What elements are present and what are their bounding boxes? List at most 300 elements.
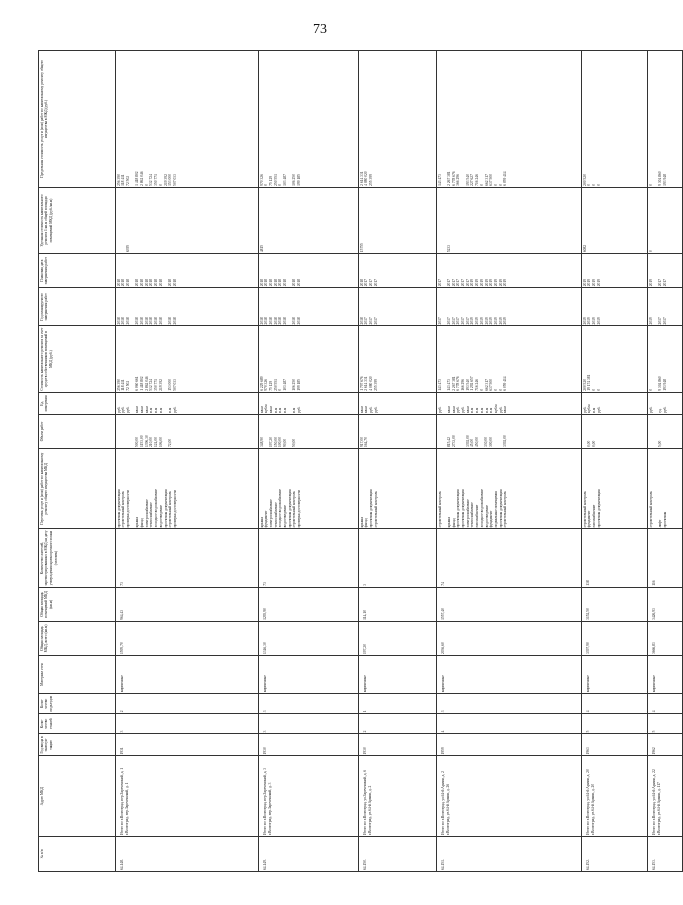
cell-line-max-cost: 193 540 (465, 174, 470, 186)
cell-line-volume (374, 416, 379, 447)
cell-floors: 5 (652, 730, 656, 733)
cell-line-works: электроснабжение (144, 499, 149, 528)
cell-line-unit: п.м (278, 407, 283, 413)
cell-line-volume: 500,00 (135, 437, 140, 448)
cell-line-cost: 2 267 381 (451, 376, 456, 391)
cell-line-date-end: 2018 (297, 279, 302, 287)
cell-line-year-end: 2018 (144, 317, 149, 325)
table-cell (648, 836, 683, 871)
cell-line-works: строительный контроль (373, 491, 378, 528)
table-cell (582, 187, 648, 253)
cell-line-works: фундамент (264, 510, 269, 528)
address-line: г.Волгоград, ул.64-й Армии, д. 117 (656, 782, 661, 835)
cell-line-date-end: 2017 (368, 279, 373, 287)
cell-line-max-cost: 0 (144, 184, 149, 186)
column-header: Плановая дата завершения работ (39, 254, 116, 288)
table-cell (259, 449, 359, 529)
cell-line-unit: п.м (158, 407, 163, 413)
cell-line-max-cost: 106 250 (292, 174, 297, 186)
row-number: 64.149. (263, 859, 267, 870)
row-number: 64.151. (441, 859, 445, 870)
cell-line-works: проектная документация (163, 489, 168, 528)
cell-line-year-end: 2019 (596, 317, 601, 325)
table-cell (116, 529, 259, 587)
cell-line-date-end: 2018 (292, 279, 297, 287)
cell-line-year-end: 2018 (168, 317, 173, 325)
cell-line-volume: 2733,00 (451, 435, 456, 448)
cell-line-date-end: 2018 (140, 279, 144, 287)
cell-line-year-end: 2019 (648, 317, 653, 325)
cell-line-cost: 6 229 689 (259, 376, 264, 391)
cell-area-total: 1346,30 (263, 642, 267, 654)
table-row (582, 51, 648, 872)
table-cell (648, 587, 683, 621)
cell-line-volume: 90,00 (283, 438, 287, 448)
cell-line-unit: кв.м (446, 406, 451, 413)
column-header: Материал стен (39, 656, 116, 694)
cell-line-volume: 72,00 (168, 438, 173, 448)
cell-line-works: теплоснабжение (470, 502, 475, 528)
cell-line-unit: п.м (475, 407, 480, 413)
cell-line-works: фасад (451, 518, 456, 528)
cell-line-max-cost: 0 (479, 184, 484, 186)
cell-line-volume: 45,00 (470, 438, 475, 448)
cell-line-volume: 210,00 (149, 437, 154, 448)
cell-line-year-end: 2017 (456, 317, 461, 325)
column-header: Предельная стоимость услуг и (или) работ по капитальному ремонту общего имущества в МКД (руб.) (39, 51, 116, 188)
cell-line-cost: 1 797 676 (359, 376, 364, 391)
cell-year: 1963 (586, 747, 590, 755)
cell-line-date-end: 2019 (479, 279, 484, 287)
table-cell (116, 414, 259, 448)
table-cell (648, 449, 683, 529)
cell-line-works: проектная (662, 511, 667, 528)
cell-line-works: крыша (446, 517, 451, 528)
cell-material: кирпичные (363, 675, 367, 693)
cell-line-cost: 2 862 046 (144, 376, 149, 391)
column-header: Год ввода в эксплуа-тацию (39, 734, 116, 756)
cell-line-max-cost: 366 296 (456, 174, 461, 186)
cell-line-cost: 193 540 (465, 379, 470, 391)
cell-line-max-cost: 103 487 (283, 174, 288, 186)
cell-line-year-end: 2017 (364, 317, 369, 325)
cell-line-unit: кв.м (259, 406, 264, 413)
cell-line-year-end: 2017 (461, 317, 465, 325)
cell-entrances: 1 (363, 710, 367, 713)
cell-line-works: проектная документация (498, 489, 503, 528)
table-cell (359, 836, 437, 871)
cell-line-volume: 0,00 (587, 440, 592, 448)
cell-line-cost: 1 418 802 (140, 376, 144, 391)
cell-line-unit: руб. (456, 406, 461, 413)
cell-line-unit: руб. (297, 406, 302, 413)
cell-line-volume: 917,00 (359, 437, 364, 448)
table-cell (648, 694, 683, 714)
cell-line-year-end: 2017 (373, 317, 378, 325)
cell-residents: 3 (363, 583, 367, 586)
table-cell (437, 254, 582, 288)
cell-line-unit-cost (503, 189, 508, 252)
cell-line-unit-cost: 4815 (259, 244, 264, 253)
table-cell (648, 288, 683, 326)
cell-line-unit: руб. (373, 406, 378, 413)
cell-line-unit: п.м (168, 407, 173, 413)
cell-line-unit-cost (297, 189, 302, 252)
cell-line-volume: 0,00 (591, 440, 596, 448)
table-cell (582, 51, 648, 188)
cell-line-date-end: 2018 (135, 279, 140, 287)
table-cell (437, 734, 582, 756)
cell-line-year-end: 2018 (172, 317, 177, 325)
cell-line-date-end: 2018 (116, 279, 121, 287)
table-cell (437, 587, 582, 621)
row-number: 64.150. (363, 859, 367, 870)
cell-year: 1930 (363, 747, 367, 755)
cell-line-date-end: 2019 (489, 279, 494, 287)
cell-line-date-end: 2018 (259, 279, 264, 287)
table-cell (648, 187, 683, 253)
page-number: 73 (313, 22, 327, 37)
address-line: Итого по г.Волгоград, ул.Зареченский, д. 6 (363, 769, 367, 835)
cell-line-date-end: 2017 (446, 279, 451, 287)
cell-line-works: лифт (657, 519, 662, 528)
cell-line-year-end: 2017 (446, 317, 451, 325)
cell-line-works: строительный контроль (582, 491, 587, 528)
column-header: Коли-чество подъездов (39, 694, 116, 714)
table-cell (437, 836, 582, 871)
cell-line-date-end: 2019 (493, 279, 498, 287)
cell-line-year-end: 2018 (259, 317, 264, 325)
cell-line-volume: 5,00 (657, 440, 662, 448)
cell-line-max-cost: 0 (278, 184, 283, 186)
cell-residents: 73 (263, 582, 267, 586)
cell-line-works: фасад (364, 518, 369, 528)
address-line: г.Волгоград, пер.Зареченский, д. 3 (267, 782, 272, 835)
address-line: Итого по г.Волгоград, пер.Зареченский, д. 1 (120, 768, 124, 835)
cell-line-year-end: 2018 (116, 317, 121, 325)
cell-line-date-end: 2018 (144, 279, 149, 287)
table-cell (437, 326, 582, 392)
cell-line-date-end: 2019 (498, 279, 503, 287)
cell-line-year-end: 2018 (149, 317, 154, 325)
table-cell (582, 714, 648, 734)
cell-line-cost: 507 033 (172, 379, 177, 391)
cell-line-works: крыша (135, 517, 140, 528)
cell-line-date-end: 2019 (591, 279, 596, 287)
cell-line-unit: кв.м (465, 406, 470, 413)
cell-line-cost: 193 948 (662, 379, 667, 391)
cell-line-works: газоснабжение (475, 504, 480, 528)
address-line: Итого по г.Волгоград, ул.64-й Армии, д. 22 (652, 769, 656, 835)
cell-line-year-end: 2018 (135, 317, 140, 325)
table-cell (648, 734, 683, 756)
cell-line-max-cost: 143 473 (437, 174, 442, 186)
cell-line-cost: 9 304 860 (657, 376, 662, 391)
cell-floors: 4 (441, 730, 445, 733)
cell-line-max-cost: 532 724 (149, 174, 154, 186)
row-number: 64.152. (586, 859, 590, 870)
cell-line-max-cost (374, 52, 379, 186)
table-cell (648, 714, 683, 734)
column-header: Перечень услуг и (или) работ по капитальному ремонту общего имущества МКД (39, 449, 116, 529)
cell-line-works: водоотведение (158, 505, 163, 528)
cell-line-date-end: 2018 (158, 279, 163, 287)
table-row (437, 51, 582, 872)
cell-line-max-cost: 2 267 381 (446, 171, 451, 186)
cell-line-max-cost: 0 (591, 184, 596, 186)
table-cell (259, 326, 359, 392)
table-cell (259, 414, 359, 448)
cell-line-volume: 300,00 (489, 437, 494, 448)
cell-line-year-end: 2018 (278, 317, 283, 325)
table-cell (648, 414, 683, 448)
cell-line-max-cost: 716 246 (475, 174, 480, 186)
cell-line-volume: 106,00 (158, 437, 163, 448)
cell-line-cost: 532 724 (149, 379, 154, 391)
cell-line-year-end: 2019 (475, 317, 480, 325)
cell-material: кирпичные (263, 675, 267, 693)
table-cell (116, 392, 259, 414)
table-cell (259, 836, 359, 871)
cell-line-works: фундамент (489, 510, 494, 528)
cell-line-unit: п.м (479, 407, 484, 413)
table-cell (648, 254, 683, 288)
cell-line-cost: 0 (278, 388, 283, 391)
table-cell (359, 392, 437, 414)
cell-line-max-cost: 9 304 860 (657, 171, 662, 186)
row-number: 64.153. (652, 859, 656, 870)
cell-line-works: строительный контроль (437, 491, 442, 528)
table-cell (116, 51, 259, 188)
cell-line-max-cost: 153 000 (168, 174, 173, 186)
table-cell (259, 694, 359, 714)
table-cell (116, 326, 259, 392)
cell-line-volume: 100,00 (278, 437, 283, 448)
table-cell (648, 326, 683, 392)
cell-line-date-end: 2019 (475, 279, 480, 287)
cell-line-volume: 348,90 (259, 437, 264, 448)
cell-line-cost: 103 487 (283, 379, 288, 391)
cell-line-volume (663, 416, 668, 447)
cell-line-cost: 153 000 (168, 379, 173, 391)
cell-line-unit: руб. (596, 406, 601, 413)
cell-line-cost: 716 246 (475, 379, 480, 391)
cell-line-volume: 3392,00 (503, 435, 508, 448)
cell-line-max-cost: 6 059 414 (503, 171, 508, 186)
table-cell (582, 254, 648, 288)
cell-line-unit-cost (374, 189, 379, 252)
table-cell (582, 734, 648, 756)
cell-line-year-end: 2018 (292, 317, 297, 325)
table-cell (648, 392, 683, 414)
table-cell (259, 621, 359, 655)
table-cell (437, 449, 582, 529)
cell-line-year-end: 2018 (125, 317, 130, 325)
cell-line-volume: 1153,00 (139, 435, 144, 448)
address-line: г.Волгоград, ул.64-й Армии, д. 20 (590, 783, 595, 835)
cell-line-unit: п.м (283, 407, 288, 413)
cell-line-works: проектная документация (116, 489, 121, 528)
cell-line-year-end: 2019 (591, 317, 596, 325)
table-row (359, 51, 437, 872)
cell-line-date-end: 2019 (503, 279, 508, 287)
cell-line-date-end: 2019 (484, 279, 489, 287)
column-header: Стоимость капитального ремонта за счет средств собственников помещений в МКД (руб.) (39, 326, 116, 392)
cell-line-works: проектная документация (461, 489, 465, 528)
cell-line-date-end: 2019 (470, 279, 475, 287)
cell-line-works: крыша (259, 517, 264, 528)
cell-line-works: холодное водоснабжение (154, 489, 159, 528)
cell-line-year-end: 2019 (582, 317, 587, 325)
table-header-row (39, 51, 116, 872)
cell-line-cost: 970 326 (264, 379, 269, 391)
cell-line-volume: 330,00 (484, 437, 489, 448)
table-cell (582, 529, 648, 587)
cell-line-unit: п.м (470, 407, 475, 413)
table-cell (437, 529, 582, 587)
table-cell (359, 587, 437, 621)
column-header: Количество жителей, зарегистрированных в МКД на дату утверждения краткосрочного плана (человек) (39, 529, 116, 587)
table-cell (259, 656, 359, 694)
table-cell (259, 587, 359, 621)
cell-line-unit-cost (663, 189, 668, 252)
cell-line-cost: 0 (479, 388, 484, 391)
cell-line-unit: руб. (437, 406, 442, 413)
table-cell (582, 656, 648, 694)
cell-line-date-end: 2018 (278, 279, 283, 287)
table-cell (359, 449, 437, 529)
cell-line-year-end: 2018 (158, 317, 163, 325)
cell-line-unit: руб. (116, 406, 121, 413)
cell-year: 1930 (263, 747, 267, 755)
cell-line-unit: п.м (484, 407, 489, 413)
cell-line-date-end: 2018 (121, 279, 126, 287)
cell-line-year-end: 2018 (283, 317, 288, 325)
column-header: Общая площадь МКД, всего (кв.м) (39, 621, 116, 655)
cell-entrances: 4 (586, 710, 590, 713)
table-cell (582, 836, 648, 871)
cell-line-works: проектная документация (456, 489, 461, 528)
cell-line-volume: 450,00 (475, 437, 480, 448)
cell-line-works: проверка достоверности (297, 490, 302, 528)
cell-line-date-end: 2018 (359, 279, 364, 287)
column-header: Адрес МКД (39, 756, 116, 836)
cell-residents: 138 (586, 580, 590, 586)
table-cell (116, 449, 259, 529)
cell-residents: 116 (652, 580, 656, 586)
cell-line-cost: 0 (648, 388, 653, 391)
cell-line-cost: 1 292 657 (470, 376, 475, 391)
cell-floors: 3 (120, 730, 124, 733)
cell-line-date-end: 2017 (451, 279, 456, 287)
cell-line-year-end: 2019 (498, 317, 503, 325)
cell-line-works: строительный контроль (168, 491, 173, 528)
cell-line-volume: 197,20 (268, 437, 273, 448)
cell-line-volume: 815,42 (446, 437, 451, 448)
cell-line-max-cost: 0 (587, 184, 592, 186)
cell-line-unit-cost (597, 189, 602, 252)
table-cell (437, 392, 582, 414)
cell-line-works: фасад (140, 518, 144, 528)
cell-line-unit: руб. (648, 406, 653, 413)
cell-area-premises: 114,10 (363, 610, 367, 620)
table-cell (648, 756, 683, 836)
table-cell (259, 187, 359, 253)
table-cell (582, 694, 648, 714)
cell-line-year-end: 2019 (484, 317, 489, 325)
cell-line-year-end: 2018 (154, 317, 159, 325)
table-cell (359, 656, 437, 694)
cell-line-cost: 6 778 676 (456, 376, 461, 391)
table-cell (116, 756, 259, 836)
cell-line-works: электроснабжение (268, 499, 273, 528)
table-cell (116, 288, 259, 326)
cell-line-unit: кв.м (364, 406, 369, 413)
cell-material: кирпичные (652, 675, 656, 693)
cell-line-year-end: 2017 (662, 317, 667, 325)
cell-line-works: проектная документация (368, 489, 373, 528)
table-cell (648, 656, 683, 694)
cell-line-unit-cost (173, 189, 178, 252)
cell-line-cost: 0 (591, 388, 596, 391)
cell-line-works: фундамент (587, 510, 592, 528)
cell-line-cost: 72 502 (125, 380, 130, 391)
cell-material: кирпичные (120, 675, 124, 693)
cell-year: 1931 (120, 747, 124, 755)
table-cell (437, 288, 582, 326)
table-cell (259, 714, 359, 734)
cell-line-works: проверка достоверности (172, 490, 177, 528)
table-cell (359, 414, 437, 448)
cell-line-max-cost: 250 551 (273, 174, 278, 186)
cell-line-volume: 3392,00 (465, 435, 470, 448)
cell-line-date-end: 2018 (268, 279, 273, 287)
cell-line-unit-cost: 15755 (359, 243, 364, 253)
cell-line-date-end: 2019 (582, 279, 587, 287)
cell-line-max-cost: 193 948 (662, 174, 667, 186)
cell-residents: 73 (120, 582, 124, 586)
cell-line-year-end: 2018 (359, 317, 364, 325)
table-cell (359, 326, 437, 392)
repair-plan-table (38, 50, 683, 872)
cell-line-cost: 662 317 (484, 379, 489, 391)
cell-line-unit: руб. (461, 406, 465, 413)
cell-line-year-end: 2019 (587, 317, 592, 325)
table-cell (116, 656, 259, 694)
address-line: г.Волгоград, ул.64-й Армии, д. 2 (367, 785, 372, 835)
table-cell (582, 449, 648, 529)
cell-line-date-end: 2017 (662, 279, 667, 287)
cell-line-year-end: 2017 (451, 317, 456, 325)
table-cell (359, 756, 437, 836)
cell-line-max-cost: 2 614 331 (359, 171, 364, 186)
cell-line-volume (173, 416, 178, 447)
cell-line-date-end: 2018 (149, 279, 154, 287)
cell-line-year-end: 2017 (437, 317, 442, 325)
column-header: Объем работ (39, 414, 116, 448)
cell-line-volume: 50,00 (292, 438, 297, 448)
cell-line-volume (297, 416, 302, 447)
cell-year: 1962 (652, 747, 656, 755)
cell-line-max-cost: 6 778 676 (451, 171, 456, 186)
table-cell (116, 187, 259, 253)
cell-line-cost: 75 129 (268, 380, 273, 391)
cell-line-max-cost: 0 (493, 184, 498, 186)
table-row (259, 51, 359, 872)
cell-line-unit: куб.м (587, 404, 592, 413)
cell-line-year-end: 2018 (268, 317, 273, 325)
cell-line-year-end: 2019 (479, 317, 484, 325)
